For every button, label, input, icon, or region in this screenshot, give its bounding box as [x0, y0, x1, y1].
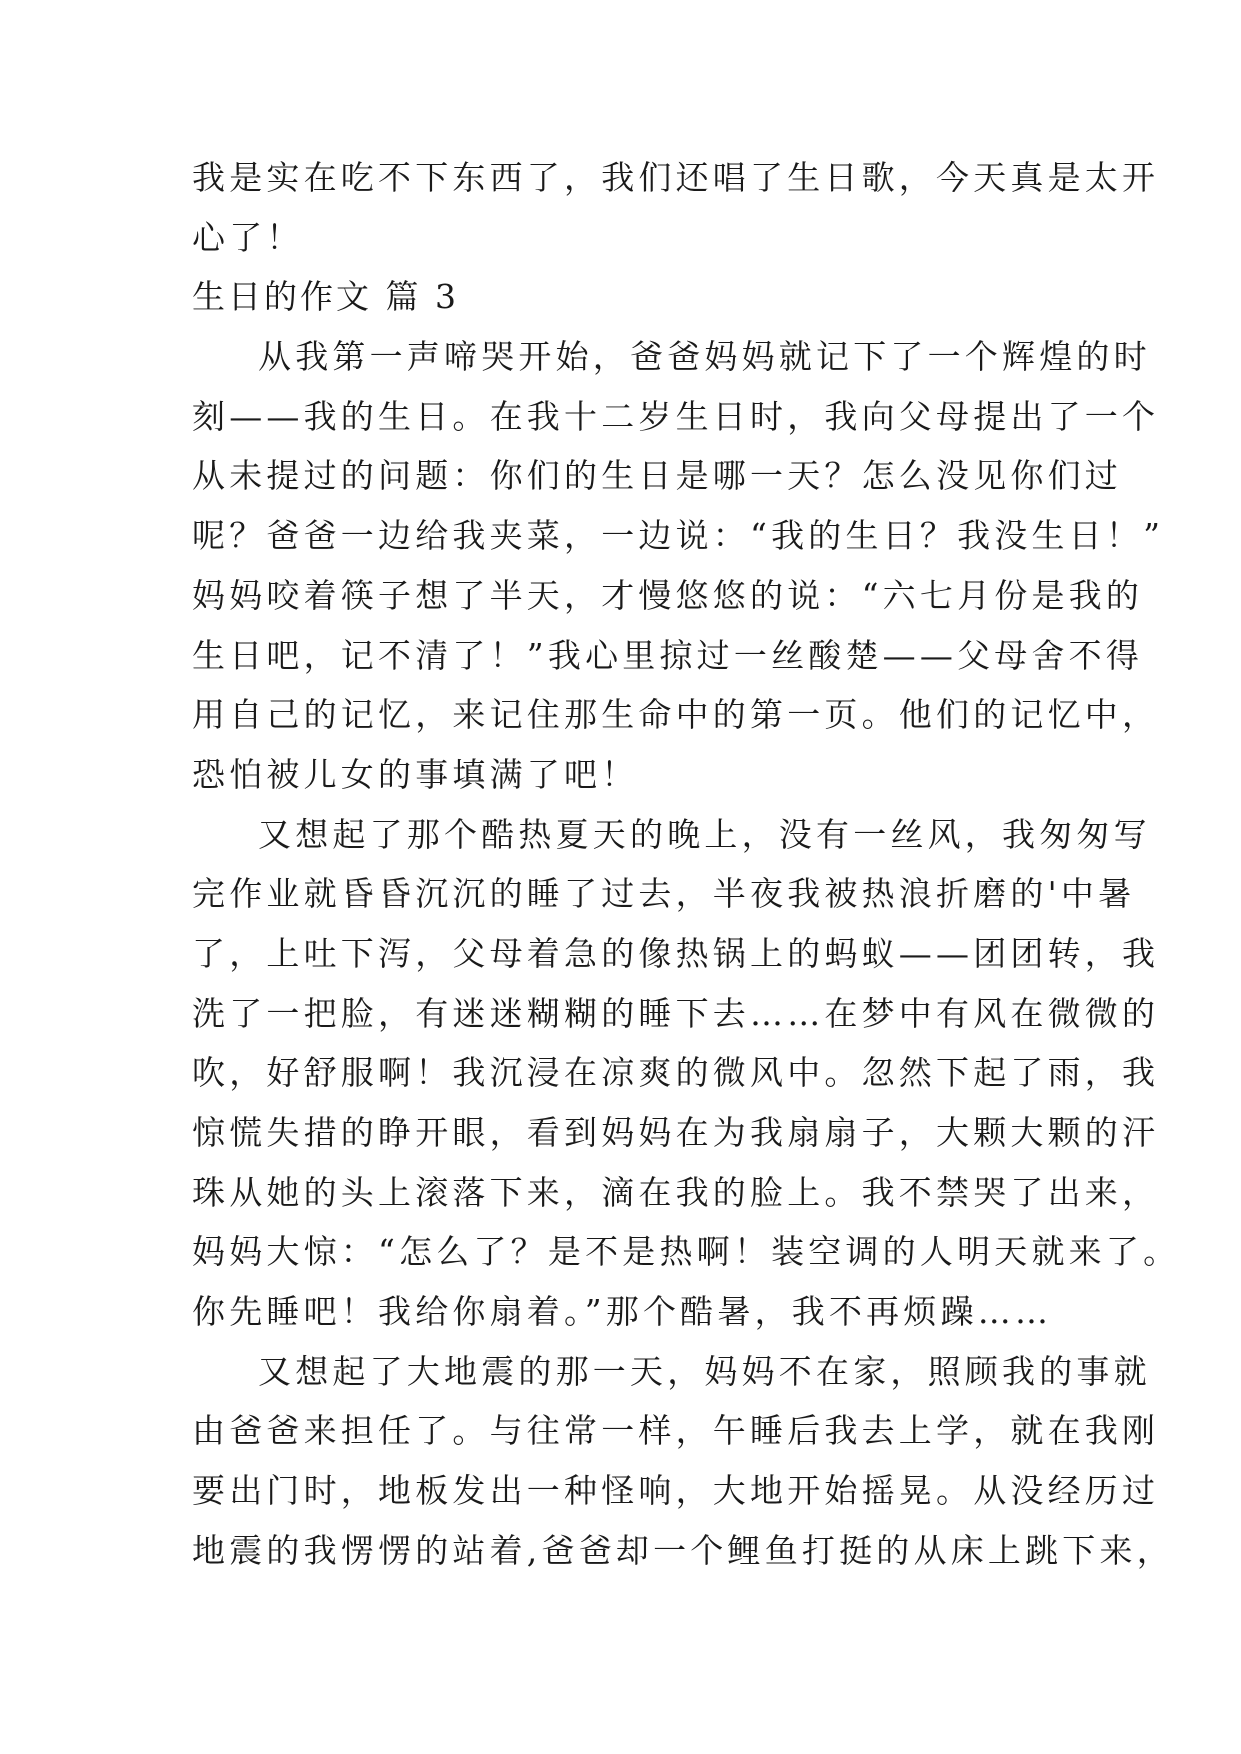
text-line: 你先睡吧！我给你扇着。”那个酷暑，我不再烦躁…… — [192, 1292, 1053, 1332]
text-line: 生日吧，记不清了！”我心里掠过一丝酸楚——父母舍不得 — [192, 635, 1144, 675]
text-line: 刻——我的生日。在我十二岁生日时，我向父母提出了一个 — [192, 396, 1160, 436]
text-line: 要出门时，地板发出一种怪响，大地开始摇晃。从没经历过 — [192, 1471, 1160, 1511]
paragraph-first-line: 又想起了那个酷热夏天的晚上，没有一丝风，我匆匆写 — [258, 814, 1151, 854]
text-line: 珠从她的头上滚落下来，滴在我的脸上。我不禁哭了出来， — [192, 1172, 1160, 1212]
text-line: 从未提过的问题：你们的生日是哪一天？怎么没见你们过 — [192, 456, 1122, 496]
text-line: 妈妈咬着筷子想了半天，才慢悠悠的说：“六七月份是我的 — [192, 575, 1144, 615]
paragraph-first-line: 从我第一声啼哭开始，爸爸妈妈就记下了一个辉煌的时 — [258, 337, 1151, 377]
document-body — [192, 148, 1181, 1581]
text-line: 了，上吐下泻，父母着急的像热锅上的蚂蚁——团团转，我 — [192, 933, 1160, 973]
text-line: 吹，好舒服啊！我沉浸在凉爽的微风中。忽然下起了雨，我 — [192, 1053, 1160, 1093]
paragraph-first-line: 又想起了大地震的那一天，妈妈不在家，照顾我的事就 — [258, 1351, 1151, 1391]
text-line: 完作业就昏昏沉沉的睡了过去，半夜我被热浪折磨的'中暑 — [192, 874, 1136, 914]
text-line: 心了！ — [192, 217, 304, 257]
section-heading: 生日的作文 篇 3 — [192, 277, 459, 317]
text-line: 呢？爸爸一边给我夹菜，一边说：“我的生日？我没生日！” — [192, 516, 1165, 556]
text-line: 用自己的记忆，来记住那生命中的第一页。他们的记忆中， — [192, 695, 1160, 735]
text-line: 由爸爸来担任了。与往常一样，午睡后我去上学，就在我刚 — [192, 1411, 1160, 1451]
text-line: 洗了一把脸，有迷迷糊糊的睡下去……在梦中有风在微微的 — [192, 993, 1160, 1033]
text-line: 我是实在吃不下东西了，我们还唱了生日歌，今天真是太开 — [192, 158, 1160, 197]
text-line: 惊慌失措的睁开眼，看到妈妈在为我扇扇子，大颗大颗的汗 — [192, 1113, 1160, 1152]
text-line: 妈妈大惊：“怎么了？是不是热啊！装空调的人明天就来了。 — [192, 1232, 1181, 1272]
text-line: 恐怕被儿女的事填满了吧！ — [192, 754, 639, 794]
text-line: 地震的我愣愣的站着,爸爸却一个鲤鱼打挺的从床上跳下来， — [192, 1530, 1174, 1570]
